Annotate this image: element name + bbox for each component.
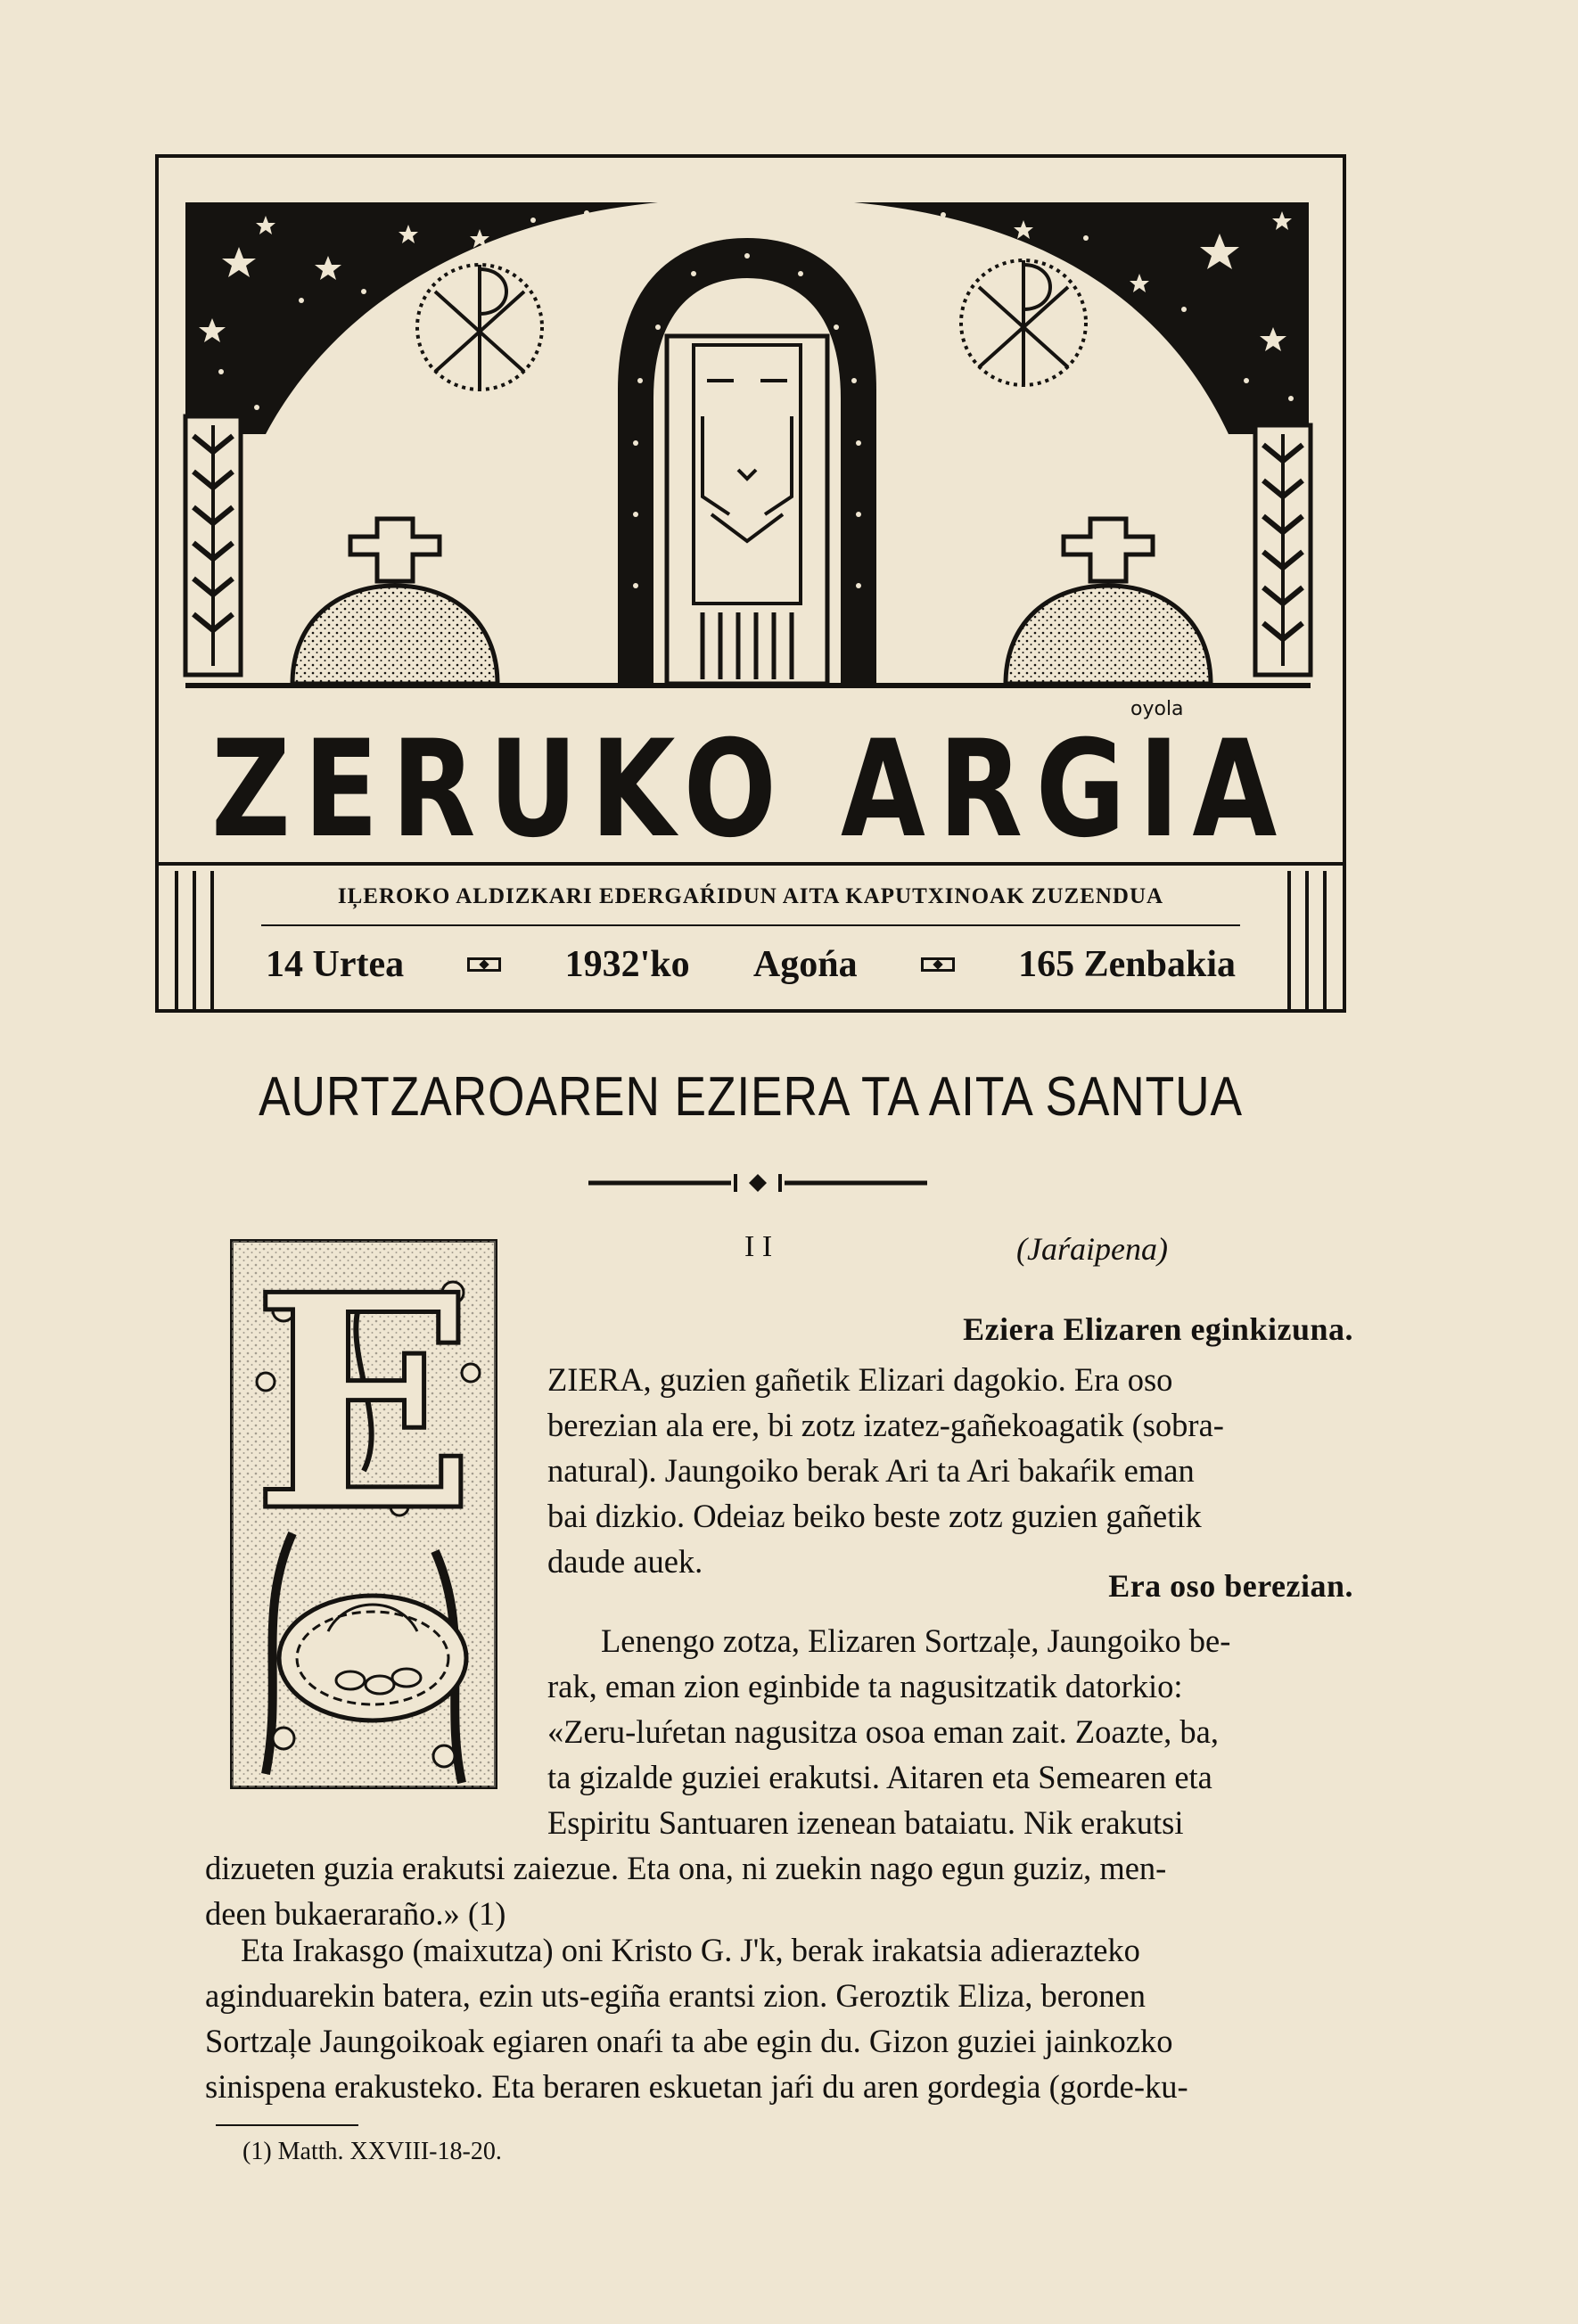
halo-figure-icon <box>618 238 876 684</box>
section-heading-1: Eziera Elizaren eginkizuna. <box>963 1311 1353 1347</box>
masthead <box>155 154 1346 1013</box>
paragraph-2-wrapped <box>547 1618 1354 1845</box>
month-label: Agońa <box>752 944 858 985</box>
text-line: Eta Irakasgo (maixutza) oni Kristo G. J'k, berak irakatsia adierazteko <box>241 1932 1140 1968</box>
part-number: I I <box>744 1230 773 1263</box>
continuation-label: (Jaŕaipena) <box>1016 1231 1168 1267</box>
issue-number-label: 165 Zenbakia <box>1018 944 1236 985</box>
year-label: 14 Urtea <box>266 944 405 985</box>
text-line: ta gizalde guziei erakutsi. Aitaren eta Semearen eta <box>547 1759 1212 1795</box>
issue-info <box>257 933 1245 996</box>
globe-cross-left-icon <box>292 519 497 684</box>
palm-branch-right-icon <box>1255 425 1311 675</box>
text-line: aginduarekin batera, ezin uts-egiña erantsi zion. Geroztik Eliza, beronen <box>205 1977 1147 2014</box>
text-line: dizueten guzia erakutsi zaiezue. Eta ona, ni zuekin nago egun guziz, men- <box>205 1850 1167 1886</box>
text-line: Espiritu Santuaren izenean bataiatu. Nik erakutsi <box>547 1804 1184 1841</box>
divider-ornament-icon <box>588 1172 927 1194</box>
palm-branch-left-icon <box>185 416 241 675</box>
text-line: rak, eman zion eginbide ta nagusitzatik datorkio: <box>547 1668 1183 1704</box>
separator-ornament-icon <box>921 957 955 972</box>
text-line: Sortzaļe Jaungoikoak egiaren onaŕi ta abe egin du. Gizon guziei jainkozko <box>205 2023 1173 2059</box>
paragraph-2-full <box>205 1845 1355 1936</box>
chi-rho-right-icon <box>961 260 1086 385</box>
text-line: berezian ala ere, bi zotz izatez-gañekoagatik (sobra- <box>547 1407 1224 1443</box>
text-line: «Zeru-luŕetan nagusitza osoa eman zait. Zoazte, ba, <box>547 1713 1219 1750</box>
starry-sky-left <box>185 202 658 434</box>
text-line: ZIERA, guzien gañetik Elizari dagokio. Era oso <box>547 1361 1173 1398</box>
paragraph-3 <box>205 1927 1355 2109</box>
masthead-subtitle: IĻEROKO ALDIZKARI EDERGAŔIDUN AITA KAPUTXINOAK ZUZENDUA <box>337 884 1164 908</box>
footnote: (1) Matth. XXVIII-18-20. <box>242 2138 502 2165</box>
text-line: bai dizkio. Odeiaz beiko beste zotz guzien gañetik <box>547 1498 1202 1534</box>
chi-rho-left-icon <box>417 265 542 390</box>
text-line: natural). Jaungoiko berak Ari ta Ari bakaŕik eman <box>547 1452 1195 1489</box>
text-line: deen bukaeraraño.» (1) <box>205 1895 506 1932</box>
initial-letter: E <box>251 1239 476 1576</box>
text-line: Lenengo zotza, Elizaren Sortzaļe, Jaungoiko be- <box>601 1622 1231 1659</box>
masthead-info-band <box>159 862 1343 1009</box>
decorated-initial <box>230 1239 497 1789</box>
date-label: 1932'ko <box>564 944 690 985</box>
artist-signature: oyola <box>1130 698 1184 720</box>
masthead-title: ZERUKO ARGIA <box>211 712 1290 862</box>
subtitle-divider <box>261 924 1240 926</box>
footnote-divider <box>216 2124 358 2126</box>
globe-cross-right-icon <box>1006 519 1211 684</box>
starry-sky-right <box>854 202 1309 434</box>
text-line: daude auek. <box>547 1543 703 1580</box>
separator-ornament-icon <box>467 957 501 972</box>
article-headline: AURTZAROAREN EZIERA TA AITA SANTUA <box>259 1066 1243 1128</box>
masthead-illustration <box>159 158 1343 862</box>
section-heading-2: Era oso berezian. <box>1108 1568 1353 1604</box>
paragraph-1 <box>547 1357 1354 1584</box>
band-border-left <box>159 862 221 1009</box>
text-line: sinispena erakusteko. Eta beraren eskuetan jaŕi du aren gordegia (gorde-ku- <box>205 2068 1188 2105</box>
band-border-right <box>1280 862 1343 1009</box>
